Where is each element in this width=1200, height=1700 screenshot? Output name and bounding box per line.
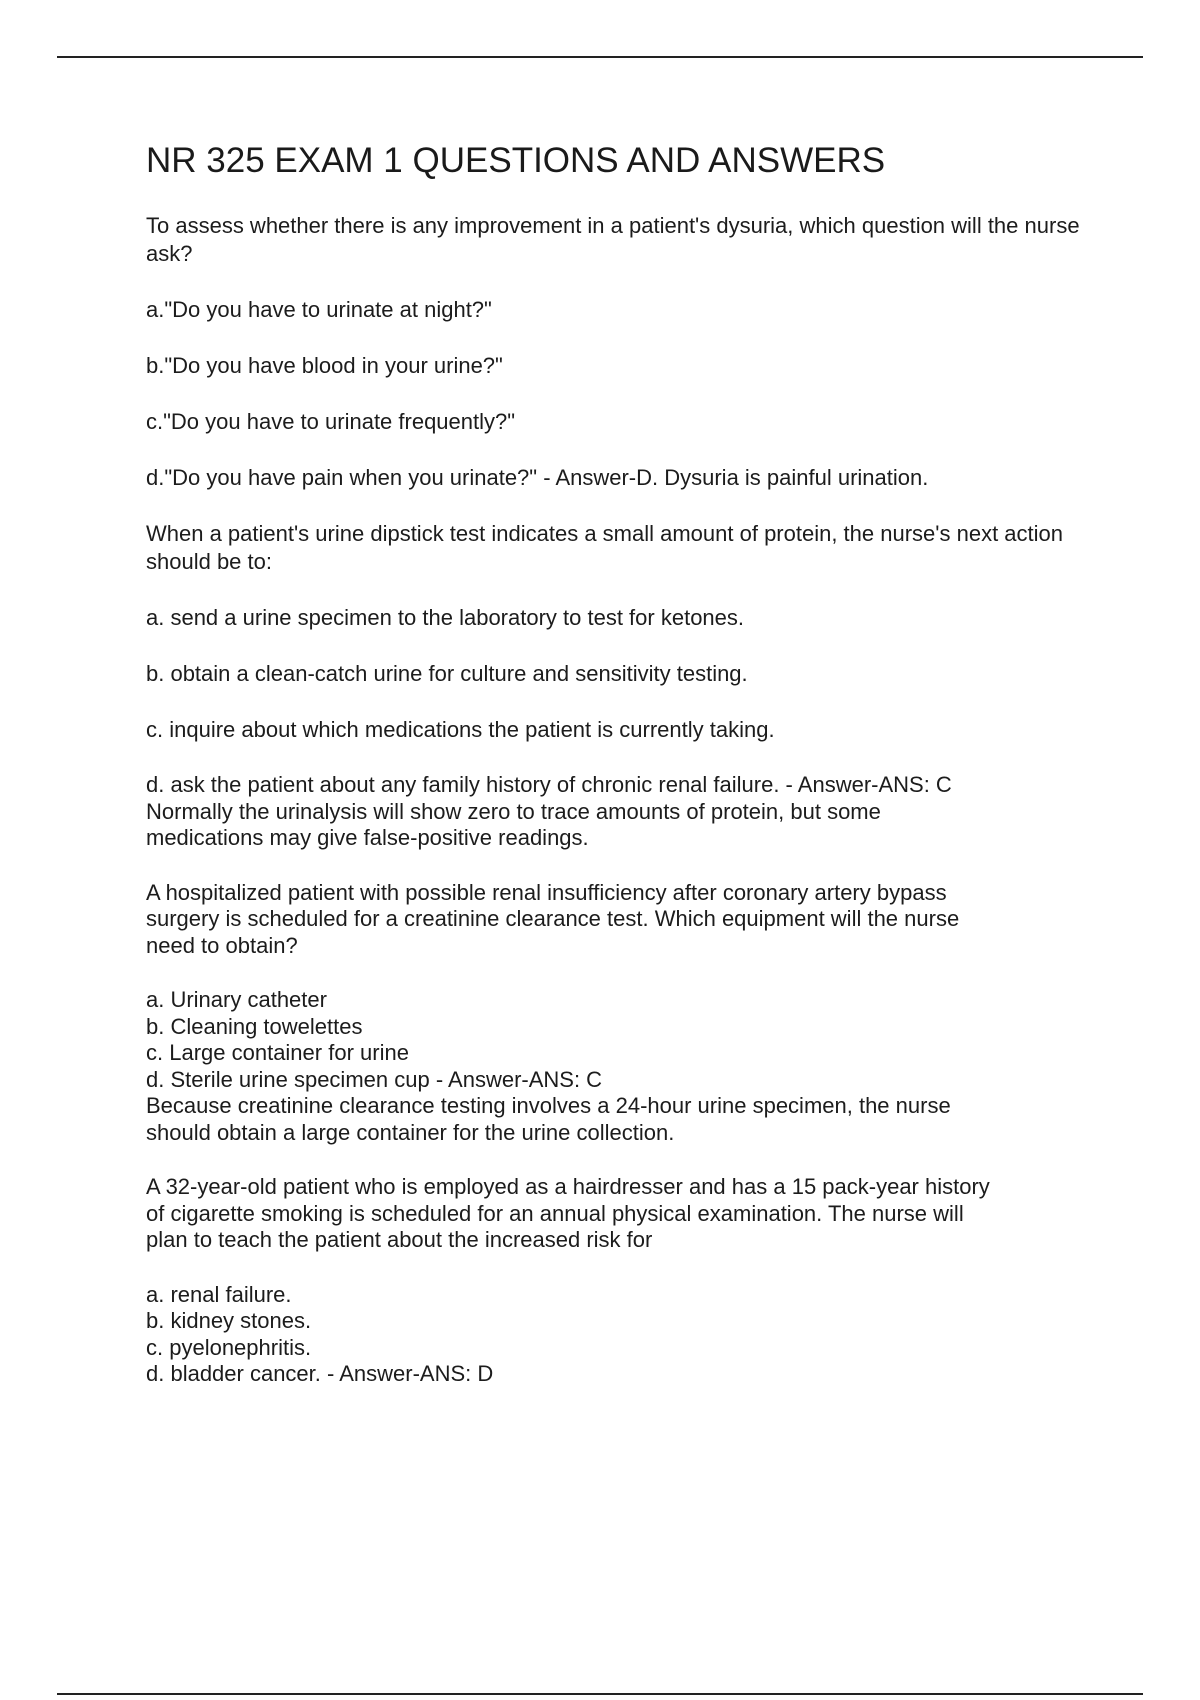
q3-rationale-line: Because creatinine clearance testing involves a 24-hour urine specimen, the nurse: [146, 1093, 951, 1118]
q2-option-b: b. obtain a clean-catch urine for culture and sensitivity testing.: [146, 661, 748, 686]
q3-option-d-answer: d. Sterile urine specimen cup - Answer-ANS: C: [146, 1066, 603, 1092]
q3-rationale-line: should obtain a large container for the urine collection.: [146, 1119, 675, 1145]
q1-option-d-answer: d."Do you have pain when you urinate?" - Answer-D. Dysuria is painful urination.: [146, 465, 929, 490]
q3-stem-line: A hospitalized patient with possible renal insufficiency after coronary artery bypass: [146, 879, 947, 905]
document-title: NR 325 EXAM 1 QUESTIONS AND ANSWERS: [146, 141, 886, 180]
q3-option-c: c. Large container for urine: [146, 1040, 409, 1065]
q3-options: [146, 987, 1106, 1146]
top-rule: [57, 56, 1143, 58]
q4-stem-line: A 32-year-old patient who is employed as a hairdresser and has a 15 pack-year history: [146, 1174, 990, 1199]
document-body: [146, 140, 1106, 1416]
q2-d-line: d. ask the patient about any family history of chronic renal failure. - Answer-ANS: C: [146, 772, 952, 797]
q2-stem: When a patient's urine dipstick test indicates a small amount of protein, the nurse's next action should be to:: [146, 521, 1063, 574]
bottom-rule: [57, 1693, 1143, 1695]
q2-option-c: c. inquire about which medications the patient is currently taking.: [146, 717, 775, 742]
q4-option-d-answer: d. bladder cancer. - Answer-ANS: D: [146, 1361, 494, 1386]
q4-option-c: c. pyelonephritis.: [146, 1334, 312, 1360]
q4-option-b: b. kidney stones.: [146, 1308, 312, 1333]
q1-stem: To assess whether there is any improvement in a patient's dysuria, which question will the nurse ask?: [146, 213, 1080, 266]
q1-option-b: b."Do you have blood in your urine?": [146, 353, 503, 378]
q2-rationale-line: medications may give false-positive readings.: [146, 825, 589, 850]
q3-option-b: b. Cleaning towelettes: [146, 1013, 363, 1039]
q4-option-a: a. renal failure.: [146, 1281, 292, 1307]
q3-option-a: a. Urinary catheter: [146, 987, 327, 1012]
q4-stem: [146, 1174, 1106, 1254]
q1-option-a: a."Do you have to urinate at night?": [146, 297, 492, 322]
q3-stem-line: need to obtain?: [146, 932, 298, 958]
q4-stem-line: of cigarette smoking is scheduled for an annual physical examination. The nurse will: [146, 1200, 964, 1226]
q4-options: [146, 1282, 1106, 1388]
q2-option-a: a. send a urine specimen to the laboratory to test for ketones.: [146, 605, 745, 630]
q3-stem-line: surgery is scheduled for a creatinine clearance test. Which equipment will the nurse: [146, 906, 960, 931]
q2-option-d-answer: [146, 772, 1106, 852]
q1-option-c: c."Do you have to urinate frequently?": [146, 409, 516, 434]
q4-stem-line: plan to teach the patient about the increased risk for: [146, 1227, 653, 1252]
q3-stem: [146, 880, 1106, 960]
q2-rationale-line: Normally the urinalysis will show zero to trace amounts of protein, but some: [146, 798, 881, 824]
